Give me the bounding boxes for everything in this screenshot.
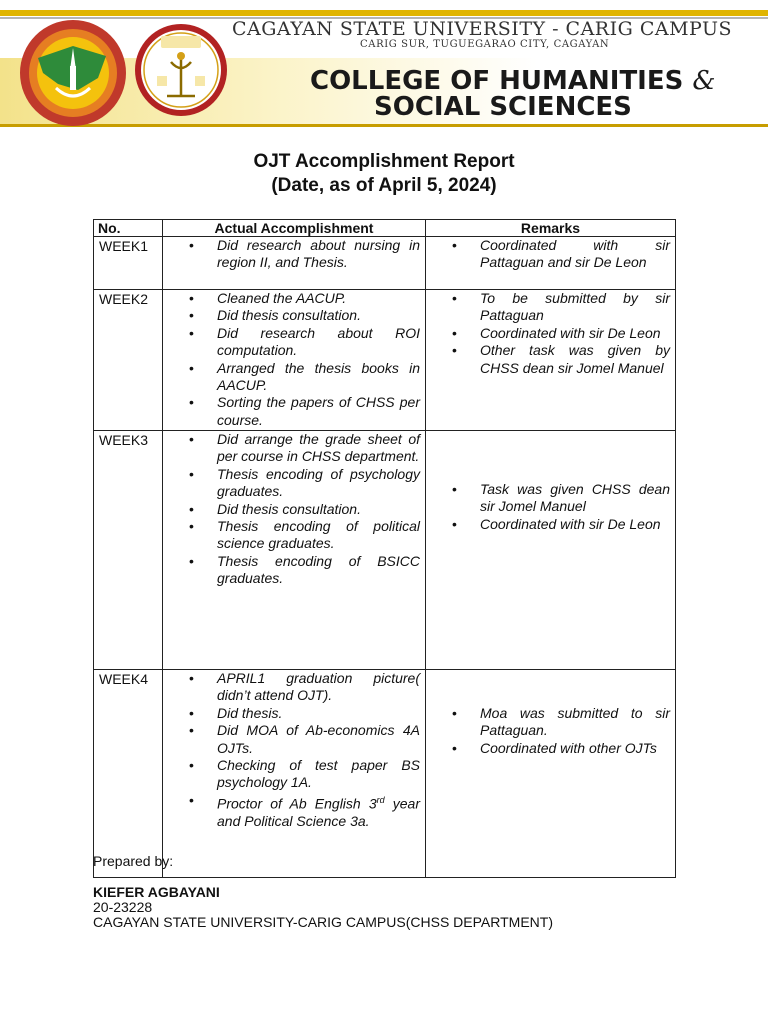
- list-item: • Checking of test paper BS psychology 1A.: [217, 757, 420, 792]
- column-header-no: No.: [94, 220, 163, 237]
- list-item: • Cleaned the AACUP.: [217, 290, 420, 307]
- list-item: • Did thesis.: [217, 705, 420, 722]
- report-title-line1: OJT Accomplishment Report: [253, 151, 515, 172]
- report-title: [0, 150, 768, 198]
- accomplishment-list: [163, 237, 420, 272]
- list-item: • Thesis encoding of BSICC graduates.: [217, 553, 420, 588]
- university-seal-icon: [18, 18, 128, 128]
- preparer-id: 20-23228: [93, 899, 153, 915]
- remarks-cell: [426, 290, 676, 431]
- list-item: • Thesis encoding of psychology graduates.: [217, 466, 420, 501]
- list-item: • Sorting the papers of CHSS per course.: [217, 394, 420, 429]
- list-item: • APRIL1 graduation picture( didn’t attend OJT).: [217, 670, 420, 705]
- prepared-by-label: Prepared by:: [93, 853, 174, 869]
- remarks-cell: [426, 670, 676, 878]
- list-item: • To be submitted by sir Pattaguan: [480, 290, 670, 325]
- list-item: • Moa was submitted to sir Pattaguan.: [480, 705, 670, 740]
- remarks-list: [426, 237, 670, 272]
- report-title-line2: (Date, as of April 5, 2024): [271, 175, 497, 196]
- week-cell: WEEK3: [94, 431, 163, 670]
- accomplishment-table: [93, 219, 676, 878]
- accomplishment-list: [163, 670, 420, 830]
- remarks-cell: [426, 431, 676, 670]
- list-item: • Coordinated with sir De Leon: [480, 516, 670, 533]
- list-item: • Task was given CHSS dean sir Jomel Manuel: [480, 481, 670, 516]
- table-row: [94, 237, 676, 290]
- list-item: • Did thesis consultation.: [217, 501, 420, 518]
- list-item: • Arranged the thesis books in AACUP.: [217, 360, 420, 395]
- list-item: • Did research about ROI computation.: [217, 325, 420, 360]
- remarks-cell: [426, 237, 676, 290]
- list-item: • Thesis encoding of political science graduates.: [217, 518, 420, 553]
- remarks-list: [426, 481, 670, 533]
- preparer-department: CAGAYAN STATE UNIVERSITY-CARIG CAMPUS(CHSS DEPARTMENT): [93, 914, 553, 930]
- list-item: • Did research about nursing in region II, and Thesis.: [217, 237, 420, 272]
- chss-seal-icon: [133, 22, 229, 118]
- week-cell: WEEK4: [94, 670, 163, 878]
- college-line1-text: COLLEGE OF HUMANITIES: [310, 66, 684, 96]
- preparer-name: KIEFER AGBAYANI: [93, 884, 220, 900]
- list-item: • Coordinated with sir Pattaguan and sir De Leon: [480, 237, 670, 272]
- column-header-accomplishment: Actual Accomplishment: [163, 220, 426, 237]
- accomplishment-list: [163, 290, 420, 429]
- table-row: [94, 670, 676, 878]
- university-address: CARIG SUR, TUGUEGARAO CITY, CAGAYAN: [360, 39, 610, 50]
- accomplishment-cell: [163, 670, 426, 878]
- list-item: • Did thesis consultation.: [217, 307, 420, 324]
- week-cell: WEEK2: [94, 290, 163, 431]
- list-item: • Coordinated with sir De Leon: [480, 325, 670, 342]
- accomplishment-cell: [163, 290, 426, 431]
- list-item: • Proctor of Ab English 3rd year and Political Science 3a.: [217, 792, 420, 830]
- list-item: • Did MOA of Ab-economics 4A OJTs.: [217, 722, 420, 757]
- week-cell: WEEK1: [94, 237, 163, 290]
- remarks-list: [426, 705, 670, 757]
- accomplishment-cell: [163, 431, 426, 670]
- university-name: CAGAYAN STATE UNIVERSITY - CARIG CAMPUS: [232, 18, 733, 40]
- table-header-row: [94, 220, 676, 237]
- table-row: [94, 431, 676, 670]
- remarks-list: [426, 290, 670, 377]
- college-ampersand: &: [692, 66, 716, 96]
- column-header-remarks: Remarks: [426, 220, 676, 237]
- college-name-line2: SOCIAL SCIENCES: [374, 92, 632, 122]
- table-row: [94, 290, 676, 431]
- list-item: • Other task was given by CHSS dean sir Jomel Manuel: [480, 342, 670, 377]
- accomplishment-cell: [163, 237, 426, 290]
- letterhead: [0, 0, 768, 130]
- list-item: • Coordinated with other OJTs: [480, 740, 670, 757]
- accomplishment-list: [163, 431, 420, 588]
- header-top-stripe: [0, 10, 768, 16]
- list-item: • Did arrange the grade sheet of per course in CHSS department.: [217, 431, 420, 466]
